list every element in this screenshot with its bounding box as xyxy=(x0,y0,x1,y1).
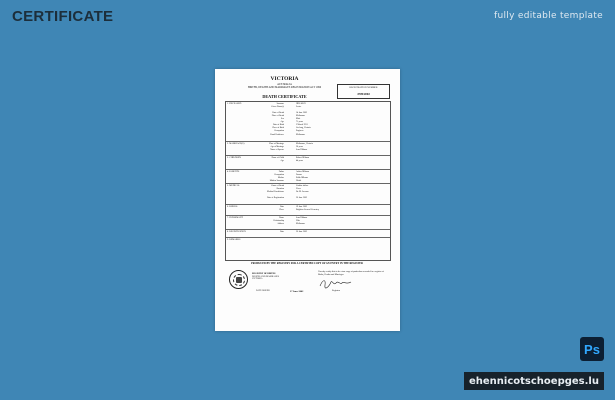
field-value: Engineer xyxy=(296,130,304,133)
section-label: 9. REMARKS xyxy=(227,238,241,241)
website-label: ehennicotschoepges.lu xyxy=(464,372,604,390)
field-value: Geelong, Victoria xyxy=(296,127,311,130)
field-label: Duration xyxy=(276,188,284,191)
certificate-subline-2: BIRTHS, DEATHS AND MARRIAGES REGISTRATION ACT 1996 xyxy=(247,86,322,90)
field-value: Male xyxy=(296,118,301,121)
field-value: Wife xyxy=(296,219,301,222)
field-value: Melbourne xyxy=(296,115,306,118)
date-issued-value: 17 June 2002 xyxy=(290,290,304,293)
date-issued-label: DATE ISSUED xyxy=(256,290,270,292)
field-label: Age xyxy=(280,121,284,124)
field-value: Walsh xyxy=(296,180,302,183)
registration-number: 4709/2002 xyxy=(357,92,370,96)
certificate-section xyxy=(226,141,390,156)
field-label: Usual Residence xyxy=(270,133,284,136)
field-label: Address xyxy=(277,222,284,225)
field-label: Given Name(s) xyxy=(271,106,284,109)
field-value: 20 June 2002 xyxy=(296,230,308,233)
registry-block xyxy=(252,273,279,281)
field-value: 19 June 2002 xyxy=(296,205,308,208)
certificate-section xyxy=(226,155,390,170)
field-row xyxy=(232,137,388,140)
field-value: Joan Hillman xyxy=(296,216,308,219)
field-row xyxy=(232,239,388,242)
registry-line-3: VICTORIA xyxy=(252,278,263,281)
field-value: 71 years xyxy=(296,121,303,124)
section-label: 8. REGISTRATION xyxy=(227,230,246,233)
field-value: Arthur Hillman xyxy=(296,171,309,173)
certificate-section xyxy=(226,169,390,184)
field-value: 26 years xyxy=(296,145,303,148)
field-value: Melbourne, Victoria xyxy=(296,142,313,145)
certificate-section xyxy=(226,183,390,204)
field-label: Surname xyxy=(276,103,284,105)
template-title: CERTIFICATE xyxy=(12,8,114,25)
certificate-section xyxy=(226,102,390,141)
field-label: Name of Child xyxy=(271,156,284,159)
field-value: Years xyxy=(296,188,301,191)
field-value: 44 years xyxy=(296,159,303,162)
certificate-subline-1: AUSTRALIA xyxy=(277,83,292,86)
registration-box xyxy=(337,84,390,99)
certificate-state: VICTORIA xyxy=(270,76,299,82)
certificate-table xyxy=(225,101,391,261)
field-value: Cardiac failure xyxy=(296,185,309,188)
field-label: Name of Spouse xyxy=(270,148,284,151)
field-label: Medical Practitioner xyxy=(266,191,284,194)
field-value: Brighton General Cemetery xyxy=(296,208,320,211)
field-label: Place xyxy=(279,208,284,211)
field-label: Occupation xyxy=(274,130,284,133)
field-label: Place of Death xyxy=(271,115,284,118)
field-label: Date of Death xyxy=(272,112,284,115)
certification-statement: I hereby certify this to be a true copy of particulars recorded in a register of Births, Deaths and Marriages xyxy=(318,271,384,276)
section-label: 4. PARENTS xyxy=(227,171,240,173)
field-label: Name xyxy=(279,216,284,219)
registration-label: REGISTRATION NUMBER xyxy=(349,86,378,89)
field-value: 14 June 2002 xyxy=(296,112,308,115)
field-value: Melbourne xyxy=(296,133,306,136)
field-value: HILLMAN xyxy=(296,103,306,105)
field-label: Sex xyxy=(280,118,284,121)
section-label: 1. DECEASED xyxy=(227,103,242,105)
field-label: Date xyxy=(280,205,284,208)
field-label: Occupation xyxy=(274,174,284,177)
field-label: Date xyxy=(280,230,284,233)
field-value: 2 March 1931 xyxy=(296,124,308,127)
field-label: Age at Marriage xyxy=(270,145,284,148)
field-label: Age xyxy=(280,159,284,162)
registry-line-2: DEATHS AND MARRIAGES xyxy=(252,275,279,278)
field-label: Relationship xyxy=(273,219,284,222)
certificate-notice: PRODUCED BY THE REGISTRY FOR A CERTIFIED COPY OF AN ENTRY IN THE REGISTER xyxy=(251,262,363,265)
section-label: 7. INFORMANT xyxy=(227,216,243,219)
registry-title: REGISTRY OF BIRTHS xyxy=(252,273,276,275)
field-label: Mother xyxy=(277,177,284,180)
section-label: 5. MEDICAL xyxy=(227,185,240,188)
registrar-signature xyxy=(318,277,354,289)
field-value: Dr. M. Lawson xyxy=(296,191,309,194)
field-value: Lester xyxy=(296,106,302,109)
registrar-label: Registrar xyxy=(332,290,341,292)
field-value: Edith Hillman xyxy=(296,177,308,180)
photoshop-icon: Ps xyxy=(580,337,604,361)
field-label: Cause of Death xyxy=(271,185,284,188)
certificate-heading: DEATH CERTIFICATE xyxy=(262,94,307,99)
section-label: 6. BURIAL xyxy=(227,205,238,208)
section-label: 3. CHILDREN xyxy=(227,156,241,159)
certificate-subtitle xyxy=(215,83,354,89)
certificate-section xyxy=(226,237,390,243)
government-seal-icon xyxy=(229,270,248,289)
field-label: Place of Birth xyxy=(272,127,284,130)
field-value: Melbourne xyxy=(296,222,306,225)
field-value: 20 June 2002 xyxy=(296,197,308,200)
field-label: Place of Marriage xyxy=(269,142,284,145)
field-value: Robert Hillman xyxy=(296,156,309,159)
certificate-section xyxy=(226,215,390,230)
field-value: Joan Hillman xyxy=(296,148,308,151)
section-label: 2. MARRIAGE(S) xyxy=(227,142,245,145)
field-value: Farmer xyxy=(296,174,303,177)
field-label: Maiden Surname xyxy=(269,180,284,183)
field-label: Date of Birth xyxy=(273,124,284,127)
certificate-sheet xyxy=(215,69,400,331)
field-label: Date of Registration xyxy=(267,197,284,200)
field-label: Father xyxy=(278,171,284,173)
template-subtitle: fully editable template xyxy=(494,11,603,21)
